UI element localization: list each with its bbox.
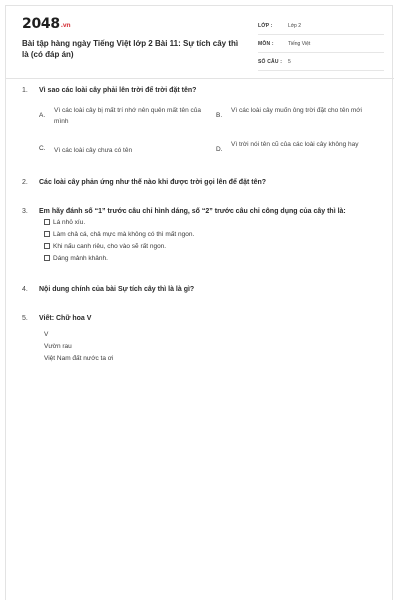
writing-line: V	[44, 331, 49, 338]
question-text: Vì sao các loài cây phải lên trời để trời đặt tên?	[39, 87, 197, 94]
meta-value: Lớp 2	[288, 23, 302, 29]
option-letter: D.	[216, 146, 223, 153]
option-a[interactable]	[39, 105, 219, 129]
option-c[interactable]	[39, 145, 219, 159]
checkbox-icon	[44, 231, 50, 237]
meta-grade	[258, 19, 384, 35]
checkbox-item[interactable]	[44, 243, 166, 250]
option-d[interactable]	[216, 139, 391, 163]
question-number: 3.	[22, 208, 28, 215]
meta-value: Tiếng Việt	[288, 41, 311, 47]
question-number: 5.	[22, 315, 28, 322]
question-number: 4.	[22, 286, 28, 293]
meta-subject	[258, 37, 384, 53]
logo-suffix: .vn	[60, 22, 71, 29]
checkbox-label: Dáng mảnh khảnh.	[53, 255, 108, 262]
question-number: 1.	[22, 87, 28, 94]
writing-line: Việt Nam đất nước ta ơi	[44, 355, 114, 362]
worksheet-meta	[258, 19, 384, 73]
checkbox-icon	[44, 255, 50, 261]
worksheet-page	[5, 5, 393, 600]
writing-line: Vườn rau	[44, 343, 72, 350]
question-text: Em hãy đánh số “1” trước câu chỉ hình dáng, số “2” trước câu chỉ công dụng của cây thì là:	[39, 208, 346, 215]
checkbox-label: Làm chả cá, chả mực mà không có thì mất ngon.	[53, 231, 195, 238]
meta-key: SỐ CÂU :	[258, 59, 283, 65]
checkbox-item[interactable]	[44, 231, 194, 238]
option-text: Vì các loài cây bị mất trí nhớ nên quên mất tên của mình	[54, 107, 201, 125]
meta-key: LỚP :	[258, 23, 273, 29]
option-letter: B.	[216, 112, 223, 119]
checkbox-icon	[44, 243, 50, 249]
option-letter: C.	[39, 145, 46, 152]
checkbox-label: Khi nấu canh riêu, cho vào sẽ rất ngon.	[53, 243, 167, 250]
option-b[interactable]	[216, 105, 391, 129]
meta-question-count	[258, 55, 384, 71]
checkbox-label: Lá nhỏ xíu.	[53, 219, 86, 226]
checkbox-icon	[44, 219, 50, 225]
header-divider	[6, 78, 394, 79]
meta-value: 5	[288, 59, 291, 65]
site-logo[interactable]	[22, 16, 70, 32]
option-text: Vì trời nói tên cũ của các loài cây không hay	[231, 141, 359, 148]
worksheet-title: Bài tập hàng ngày Tiếng Việt lớp 2 Bài 11: Sự tích cây thì là (có đáp án)	[22, 39, 239, 59]
question-text: Viết: Chữ hoa V	[39, 315, 92, 322]
option-letter: A.	[39, 112, 46, 119]
checkbox-item[interactable]	[44, 219, 85, 226]
question-text: Các loài cây phản ứng như thế nào khi được trời gọi lên để đặt tên?	[39, 179, 267, 186]
question-number: 2.	[22, 179, 28, 186]
worksheet-header	[6, 6, 394, 76]
question-text: Nội dung chính của bài Sự tích cây thì là là gì?	[39, 286, 195, 293]
option-text: Vì các loài cây chưa có tên	[54, 147, 133, 154]
logo-text: 2048	[22, 16, 60, 32]
meta-key: MÔN :	[258, 41, 274, 47]
checkbox-item[interactable]	[44, 255, 108, 262]
option-text: Vì các loài cây muốn ông trời đặt cho tên mới	[231, 107, 363, 114]
